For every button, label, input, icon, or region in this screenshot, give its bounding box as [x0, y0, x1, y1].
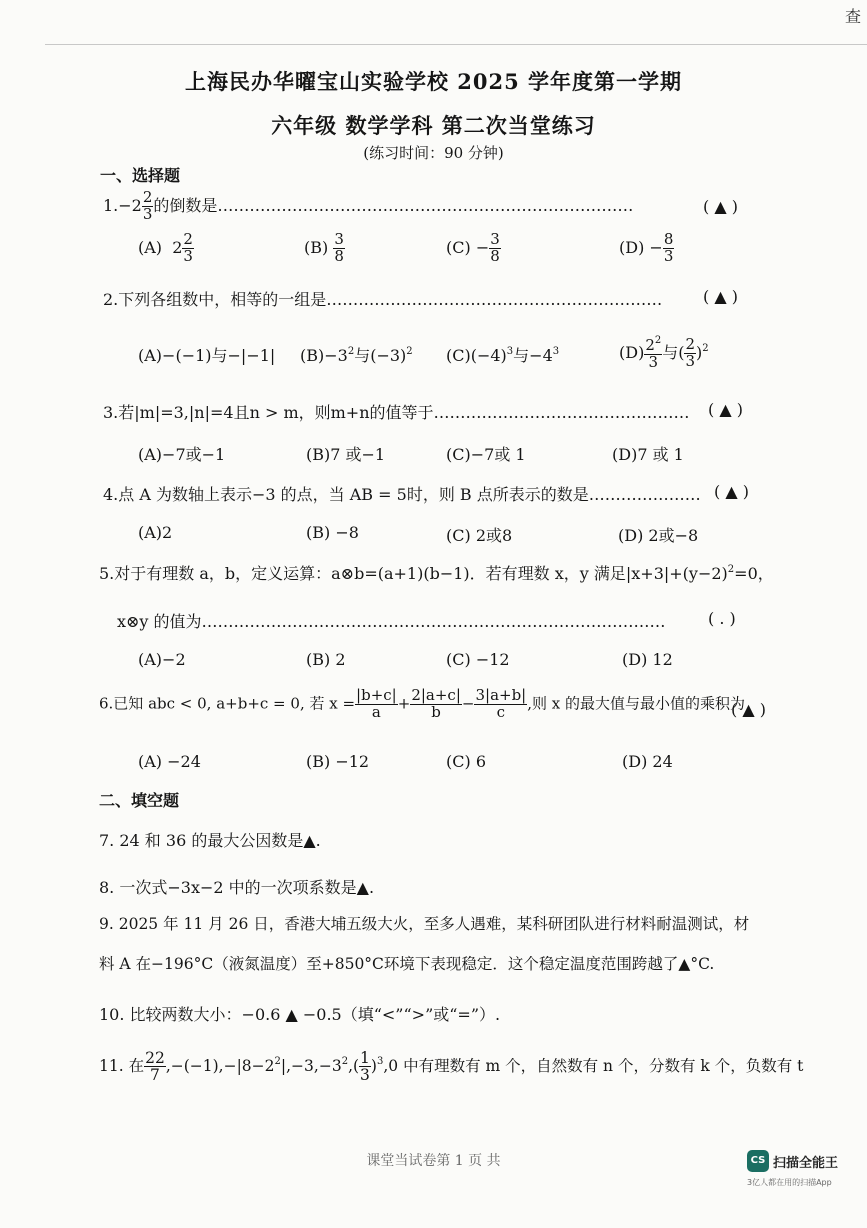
- q4-answer-blank[interactable]: ( ▲ ): [714, 482, 749, 501]
- watermark-name: 扫描全能王: [773, 1156, 839, 1171]
- exam-subtitle: 六年级 数学学科 第二次当堂练习: [271, 113, 596, 138]
- q6-answer-blank[interactable]: ( ▲ ): [731, 700, 766, 719]
- q2-option-a[interactable]: (A)−(−1)与−|−1|: [138, 346, 276, 365]
- exam-title: 上海民办华曜宝山实验学校 2025 学年度第一学期: [184, 69, 683, 94]
- question-9-line1: 9. 2025 年 11 月 26 日，香港大埔五级大火，至多人遇难，某科研团队进行材料耐温测试，材: [99, 915, 750, 933]
- question-5-line1: 5.对于有理数 a，b，定义运算：a⊗b=(a+1)(b−1)．若有理数 x，y 满足$|x+3|+(y-2)^2=0$，: [99, 564, 774, 583]
- question-11: 11. 在 $\frac{22}{7}$ $,-(-1),-|8-2^2|,-3,-3^2$,( $\frac{1}{3}$ )$^3$,0 中有理数有 m 个，自然数有 n 个，分数有 k 个，负数有 t: [99, 1049, 804, 1085]
- q1-prefix: 1.−2: [103, 195, 142, 215]
- question-1: [103, 190, 633, 223]
- q1-option-c[interactable]: (C) − $\frac{3}{8}$: [446, 230, 500, 265]
- q5-answer-blank[interactable]: ( . ): [708, 609, 736, 628]
- question-7: 7. 24 和 36 的最大公因数是▲.: [99, 831, 321, 850]
- q4-option-c[interactable]: (C) 2或8: [446, 526, 513, 545]
- q2-option-d[interactable]: (D) $\frac{2^2}{3}$ 与( $\frac{2}{3}$ )$^2$: [619, 335, 709, 371]
- q3-option-a[interactable]: (A)−7或−1: [138, 445, 226, 464]
- q6-option-a[interactable]: (A) −24: [138, 752, 201, 771]
- q4-option-a[interactable]: (A)2: [138, 523, 173, 542]
- camscanner-logo-icon: CS: [747, 1150, 769, 1172]
- q2-answer-blank[interactable]: ( ▲ ): [703, 287, 738, 306]
- q1-answer-blank[interactable]: ( ▲ ): [703, 197, 738, 216]
- question-9-line2: 料 A 在−196°C（液氮温度）至+850°C环境下表现稳定．这个稳定温度范围跨越了▲°C.: [99, 955, 715, 973]
- scanner-watermark: [747, 1150, 857, 1190]
- time-note: (练习时间：90 分钟): [363, 144, 504, 162]
- q1-option-d[interactable]: (D) − $\frac{8}{3}$: [619, 230, 674, 265]
- question-10: 10. 比较两数大小：−0.6 ▲ −0.5（填“<”“>”或“=”）.: [99, 1005, 501, 1024]
- question-2: 2.下列各组数中，相等的一组是………………………………………………………: [103, 290, 663, 309]
- section-fill-heading: 二、填空题: [99, 791, 180, 810]
- q4-option-b[interactable]: (B) −8: [306, 523, 359, 542]
- q5-option-c[interactable]: (C) −12: [446, 650, 510, 669]
- question-3: 3.若|m|=3,|n|=4且n > m，则m+n的值等于…………………………………………: [103, 403, 690, 422]
- q3-option-d[interactable]: (D)7 或 1: [612, 445, 684, 464]
- question-6: 6.已知 abc < 0, a+b+c = 0, 若 x = $\frac{|b+c|}{a}$ + $\frac{2|a+c|}{b}$ − $\frac{3|a+b|}{c}$ ,则 x 的最大值与最小值的乘积为: [99, 686, 745, 721]
- q1-option-a[interactable]: (A) 2 $\frac{2}{3}$: [138, 230, 193, 265]
- top-rule: [45, 44, 867, 45]
- q5-option-d[interactable]: (D) 12: [622, 650, 673, 669]
- q6-option-c[interactable]: (C) 6: [446, 752, 486, 771]
- question-8: 8. 一次式−3x−2 中的一次项系数是▲.: [99, 878, 375, 897]
- q3-answer-blank[interactable]: ( ▲ ): [708, 400, 743, 419]
- section-choice-heading: 一、选择题: [100, 166, 181, 185]
- q1-fraction: $\frac{2}{3}$: [142, 188, 153, 223]
- watermark-tagline: 3亿人都在用的扫描App: [747, 1178, 832, 1187]
- q3-option-b[interactable]: (B)7 或−1: [306, 445, 386, 464]
- page-footer: 课堂当试卷第 1 页 共: [366, 1153, 501, 1169]
- q2-option-b[interactable]: $(B)-3^2$与$(-3)^2$: [300, 346, 413, 365]
- q5-option-a[interactable]: (A)−2: [138, 650, 186, 669]
- q6-option-b[interactable]: (B) −12: [306, 752, 370, 771]
- corner-glyph: 查: [844, 7, 861, 26]
- q1-option-b[interactable]: (B) $\frac{3}{8}$: [304, 230, 344, 265]
- q3-option-c[interactable]: (C)−7或 1: [446, 445, 526, 464]
- question-4: 4.点 A 为数轴上表示−3 的点，当 AB = 5时，则 B 点所表示的数是…………………: [103, 485, 701, 504]
- question-5-line2: x⊗y 的值为……………………………………………………………………………: [117, 612, 666, 631]
- q1-tail: 的倒数是……………………………………………………………………: [153, 195, 634, 215]
- q6-option-d[interactable]: (D) 24: [622, 752, 673, 771]
- q2-option-c[interactable]: $(C)(-4)^3$与$-4^3$: [446, 346, 560, 365]
- q4-option-d[interactable]: (D) 2或−8: [618, 526, 699, 545]
- q5-option-b[interactable]: (B) 2: [306, 650, 346, 669]
